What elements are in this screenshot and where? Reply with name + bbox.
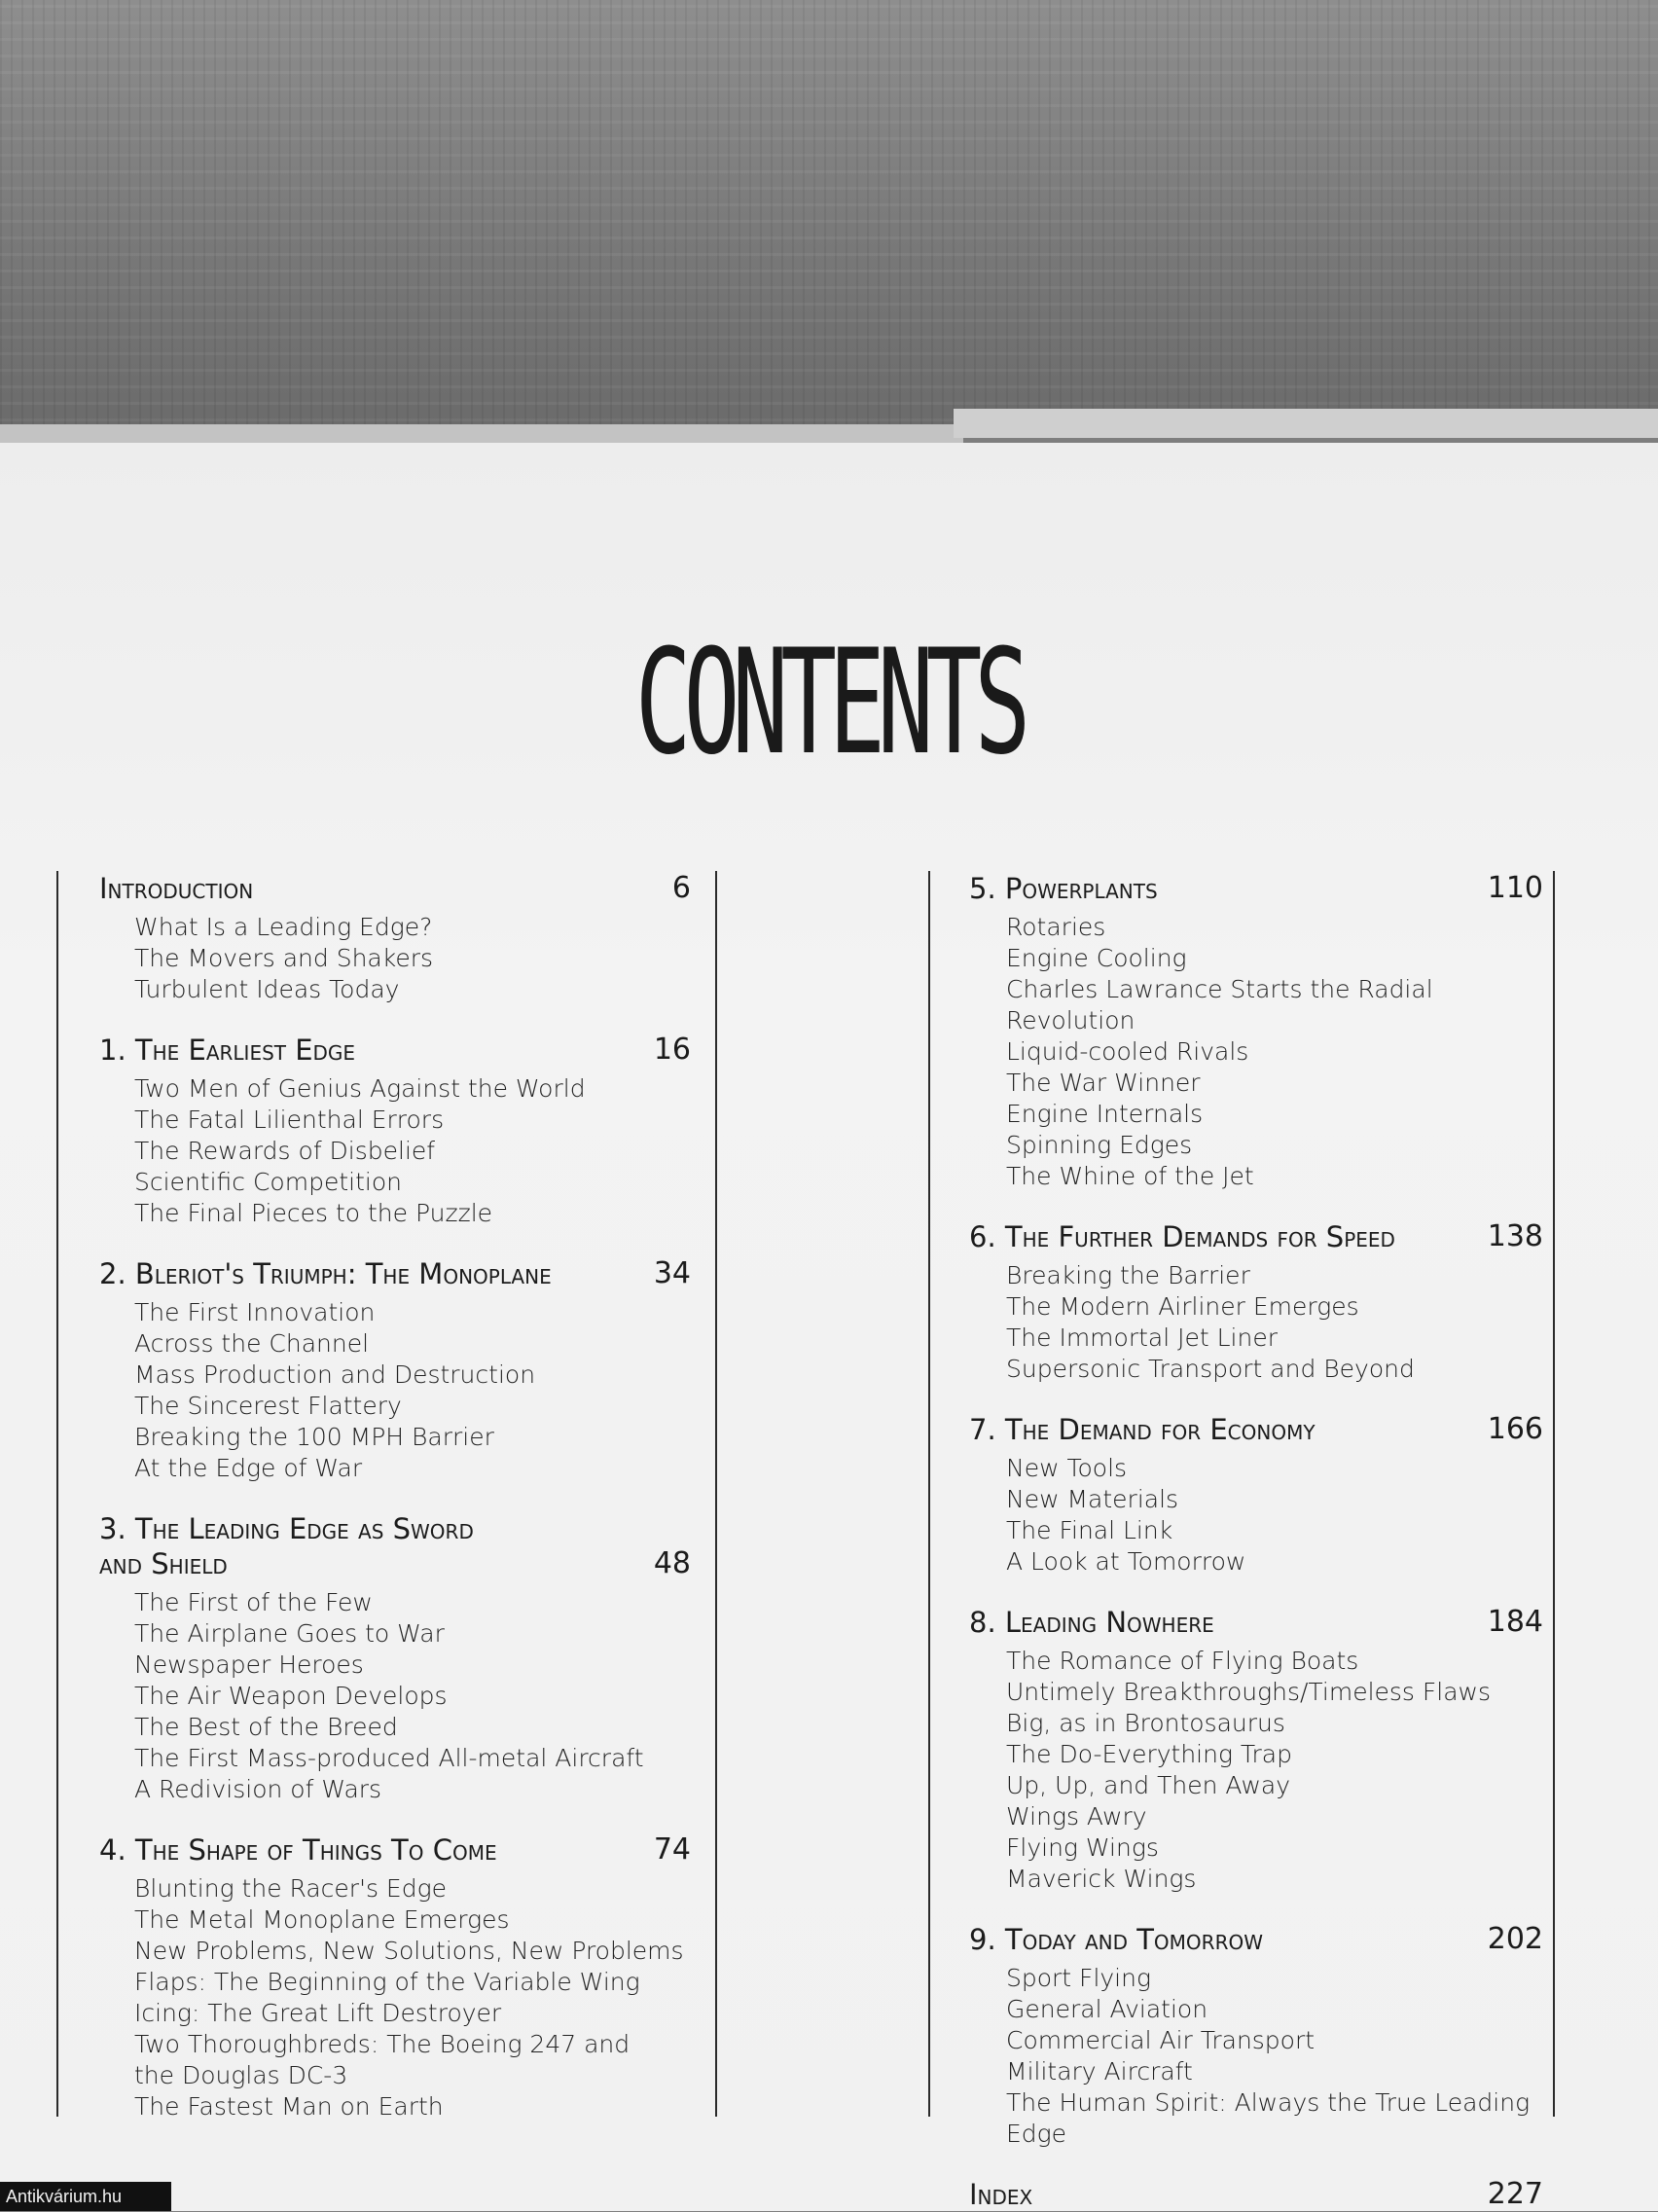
toc-section	[58, 871, 691, 1005]
toc-section	[930, 2177, 1553, 2212]
subsection-item: Across the Channel	[134, 1329, 370, 1358]
chapter-title: 3. The Leading Edge as Sword and Shield	[99, 1512, 474, 1580]
subsection-item: The First Innovation	[134, 1298, 376, 1326]
subsection-list	[58, 1073, 691, 1229]
chapter-heading	[58, 1256, 691, 1291]
subsection-list	[930, 1453, 1553, 1577]
subsection-item: Untimely Breakthroughs/Timeless Flaws	[1006, 1678, 1492, 1706]
subsection-item: The First of the Few	[134, 1588, 373, 1616]
chapter-heading	[930, 1605, 1553, 1640]
chapter-heading	[930, 1922, 1553, 1957]
chapter-page-number: 202	[1487, 1922, 1543, 1956]
subsection-item: Liquid-cooled Rivals	[1006, 1037, 1249, 1066]
chapter-title: 9. Today and Tomorrow	[969, 1923, 1263, 1956]
toc-section	[930, 871, 1553, 1192]
subsection-list	[930, 1646, 1553, 1895]
toc-section	[930, 1412, 1553, 1577]
chapter-page-number: 74	[653, 1832, 691, 1867]
subsection-item: The War Winner	[1006, 1069, 1201, 1097]
chapter-heading	[930, 1219, 1553, 1254]
subsection-item: Mass Production and Destruction	[134, 1360, 536, 1389]
chapter-heading	[930, 2177, 1553, 2212]
chapter-heading	[58, 871, 691, 906]
subsection-item: Newspaper Heroes	[134, 1650, 364, 1679]
subsection-item: The First Mass-produced All-metal Aircraft	[134, 1744, 644, 1772]
toc-section	[58, 1511, 691, 1805]
subsection-item: The Rewards of Disbelief	[134, 1137, 436, 1165]
subsection-item: The Final Link	[1006, 1516, 1173, 1544]
subsection-item: The Romance of Flying Boats	[1006, 1647, 1359, 1675]
toc-right-column	[928, 871, 1555, 2211]
subsection-item: A Look at Tomorrow	[1006, 1547, 1246, 1576]
subsection-item: Engine Cooling	[1006, 944, 1187, 972]
subsection-item: The Immortal Jet Liner	[1006, 1324, 1278, 1352]
chapter-heading	[930, 871, 1553, 906]
subsection-item: The Metal Monoplane Emerges	[134, 1905, 510, 1934]
subsection-list	[58, 912, 691, 1005]
subsection-item: Icing: The Great Lift Destroyer	[134, 1999, 502, 2027]
subsection-item: General Aviation	[1006, 1995, 1208, 2023]
subsection-item: Military Aircraft	[1006, 2057, 1193, 2085]
subsection-item: The Fastest Man on Earth	[134, 2092, 444, 2121]
chapter-heading	[58, 1832, 691, 1868]
contents-page	[0, 443, 1658, 2211]
subsection-item: Scientific Competition	[134, 1168, 402, 1196]
chapter-heading	[58, 1033, 691, 1068]
subsection-item: A Redivision of Wars	[134, 1775, 382, 1803]
subsection-item: The Modern Airliner Emerges	[1006, 1292, 1359, 1321]
subsection-item: Flaps: The Beginning of the Variable Wing	[134, 1968, 640, 1996]
subsection-item: Two Men of Genius Against the World	[134, 1074, 586, 1103]
chapter-page-number: 34	[653, 1256, 691, 1290]
subsection-list	[930, 912, 1553, 1192]
subsection-item: Flying Wings	[1006, 1833, 1159, 1862]
watermark: Antikvárium.hu	[0, 2182, 171, 2211]
chapter-page-number: 227	[1487, 2177, 1543, 2211]
subsection-item: The Whine of the Jet	[1006, 1162, 1254, 1190]
subsection-list	[58, 1587, 691, 1805]
sheet-edge-right	[954, 409, 1658, 438]
subsection-item: The Airplane Goes to War	[134, 1619, 445, 1648]
chapter-page-number: 6	[671, 871, 691, 905]
subsection-item: Wings Awry	[1006, 1802, 1147, 1831]
toc-section	[930, 1922, 1553, 2150]
page-title: CONTENTS	[634, 618, 1024, 787]
subsection-item: Two Thoroughbreds: The Boeing 247 and the Douglas DC-3	[134, 2030, 631, 2089]
chapter-page-number: 48	[653, 1546, 691, 1580]
subsection-item: New Materials	[1006, 1485, 1179, 1513]
subsection-item: The Fatal Lilienthal Errors	[134, 1106, 445, 1134]
subsection-item: Turbulent Ideas Today	[134, 975, 400, 1003]
subsection-item: What Is a Leading Edge?	[134, 913, 433, 941]
chapter-title: 5. Powerplants	[969, 872, 1158, 905]
chapter-title: 1. The Earliest Edge	[99, 1033, 356, 1067]
subsection-item: Charles Lawrance Starts the Radial Revolution	[1006, 975, 1433, 1034]
subsection-item: At the Edge of War	[134, 1454, 363, 1482]
subsection-item: Supersonic Transport and Beyond	[1006, 1355, 1415, 1383]
chapter-title: 2. Bleriot's Triumph: The Monoplane	[99, 1257, 552, 1290]
toc-section	[58, 1033, 691, 1229]
subsection-item: Breaking the Barrier	[1006, 1261, 1250, 1289]
chapter-title: 4. The Shape of Things To Come	[99, 1833, 497, 1867]
subsection-item: The Final Pieces to the Puzzle	[134, 1199, 493, 1227]
chapter-heading	[58, 1511, 691, 1581]
subsection-item: New Tools	[1006, 1454, 1128, 1482]
subsection-item: Rotaries	[1006, 913, 1106, 941]
wood-backdrop	[0, 0, 1658, 438]
subsection-list	[58, 1297, 691, 1484]
chapter-page-number: 184	[1487, 1605, 1543, 1639]
chapter-page-number: 16	[653, 1033, 691, 1067]
subsection-item: The Do-Everything Trap	[1006, 1740, 1292, 1768]
subsection-item: New Problems, New Solutions, New Problems	[134, 1937, 684, 1965]
chapter-title: Introduction	[99, 872, 254, 905]
subsection-item: Engine Internals	[1006, 1100, 1204, 1128]
chapter-title: Index	[969, 2178, 1033, 2211]
subsection-list	[58, 1873, 691, 2122]
subsection-item: Up, Up, and Then Away	[1006, 1771, 1291, 1799]
toc-left-column	[56, 871, 691, 2121]
subsection-item: Breaking the 100 MPH Barrier	[134, 1423, 494, 1451]
subsection-item: Spinning Edges	[1006, 1131, 1193, 1159]
chapter-title: 6. The Further Demands for Speed	[969, 1220, 1395, 1253]
subsection-item: Big, as in Brontosaurus	[1006, 1709, 1285, 1737]
toc-section	[930, 1605, 1553, 1895]
toc-section	[58, 1256, 691, 1484]
subsection-item: Sport Flying	[1006, 1964, 1151, 1992]
column-divider	[715, 871, 717, 2117]
chapter-heading	[930, 1412, 1553, 1447]
subsection-item: The Best of the Breed	[134, 1713, 398, 1741]
toc-section	[930, 1219, 1553, 1385]
subsection-item: The Sincerest Flattery	[134, 1392, 402, 1420]
subsection-item: Commercial Air Transport	[1006, 2026, 1316, 2054]
chapter-page-number: 166	[1487, 1412, 1543, 1446]
subsection-item: The Air Weapon Develops	[134, 1682, 448, 1710]
chapter-page-number: 138	[1487, 1219, 1543, 1253]
chapter-page-number: 110	[1487, 871, 1543, 905]
subsection-item: The Movers and Shakers	[134, 944, 434, 972]
subsection-list	[930, 1963, 1553, 2150]
subsection-item: The Human Spirit: Always the True Leading Edge	[1006, 2088, 1531, 2148]
chapter-title: 7. The Demand for Economy	[969, 1413, 1316, 1446]
toc-section	[58, 1832, 691, 2122]
subsection-item: Blunting the Racer's Edge	[134, 1874, 447, 1903]
chapter-title: 8. Leading Nowhere	[969, 1606, 1214, 1639]
subsection-item: Maverick Wings	[1006, 1865, 1197, 1893]
subsection-list	[930, 1260, 1553, 1385]
